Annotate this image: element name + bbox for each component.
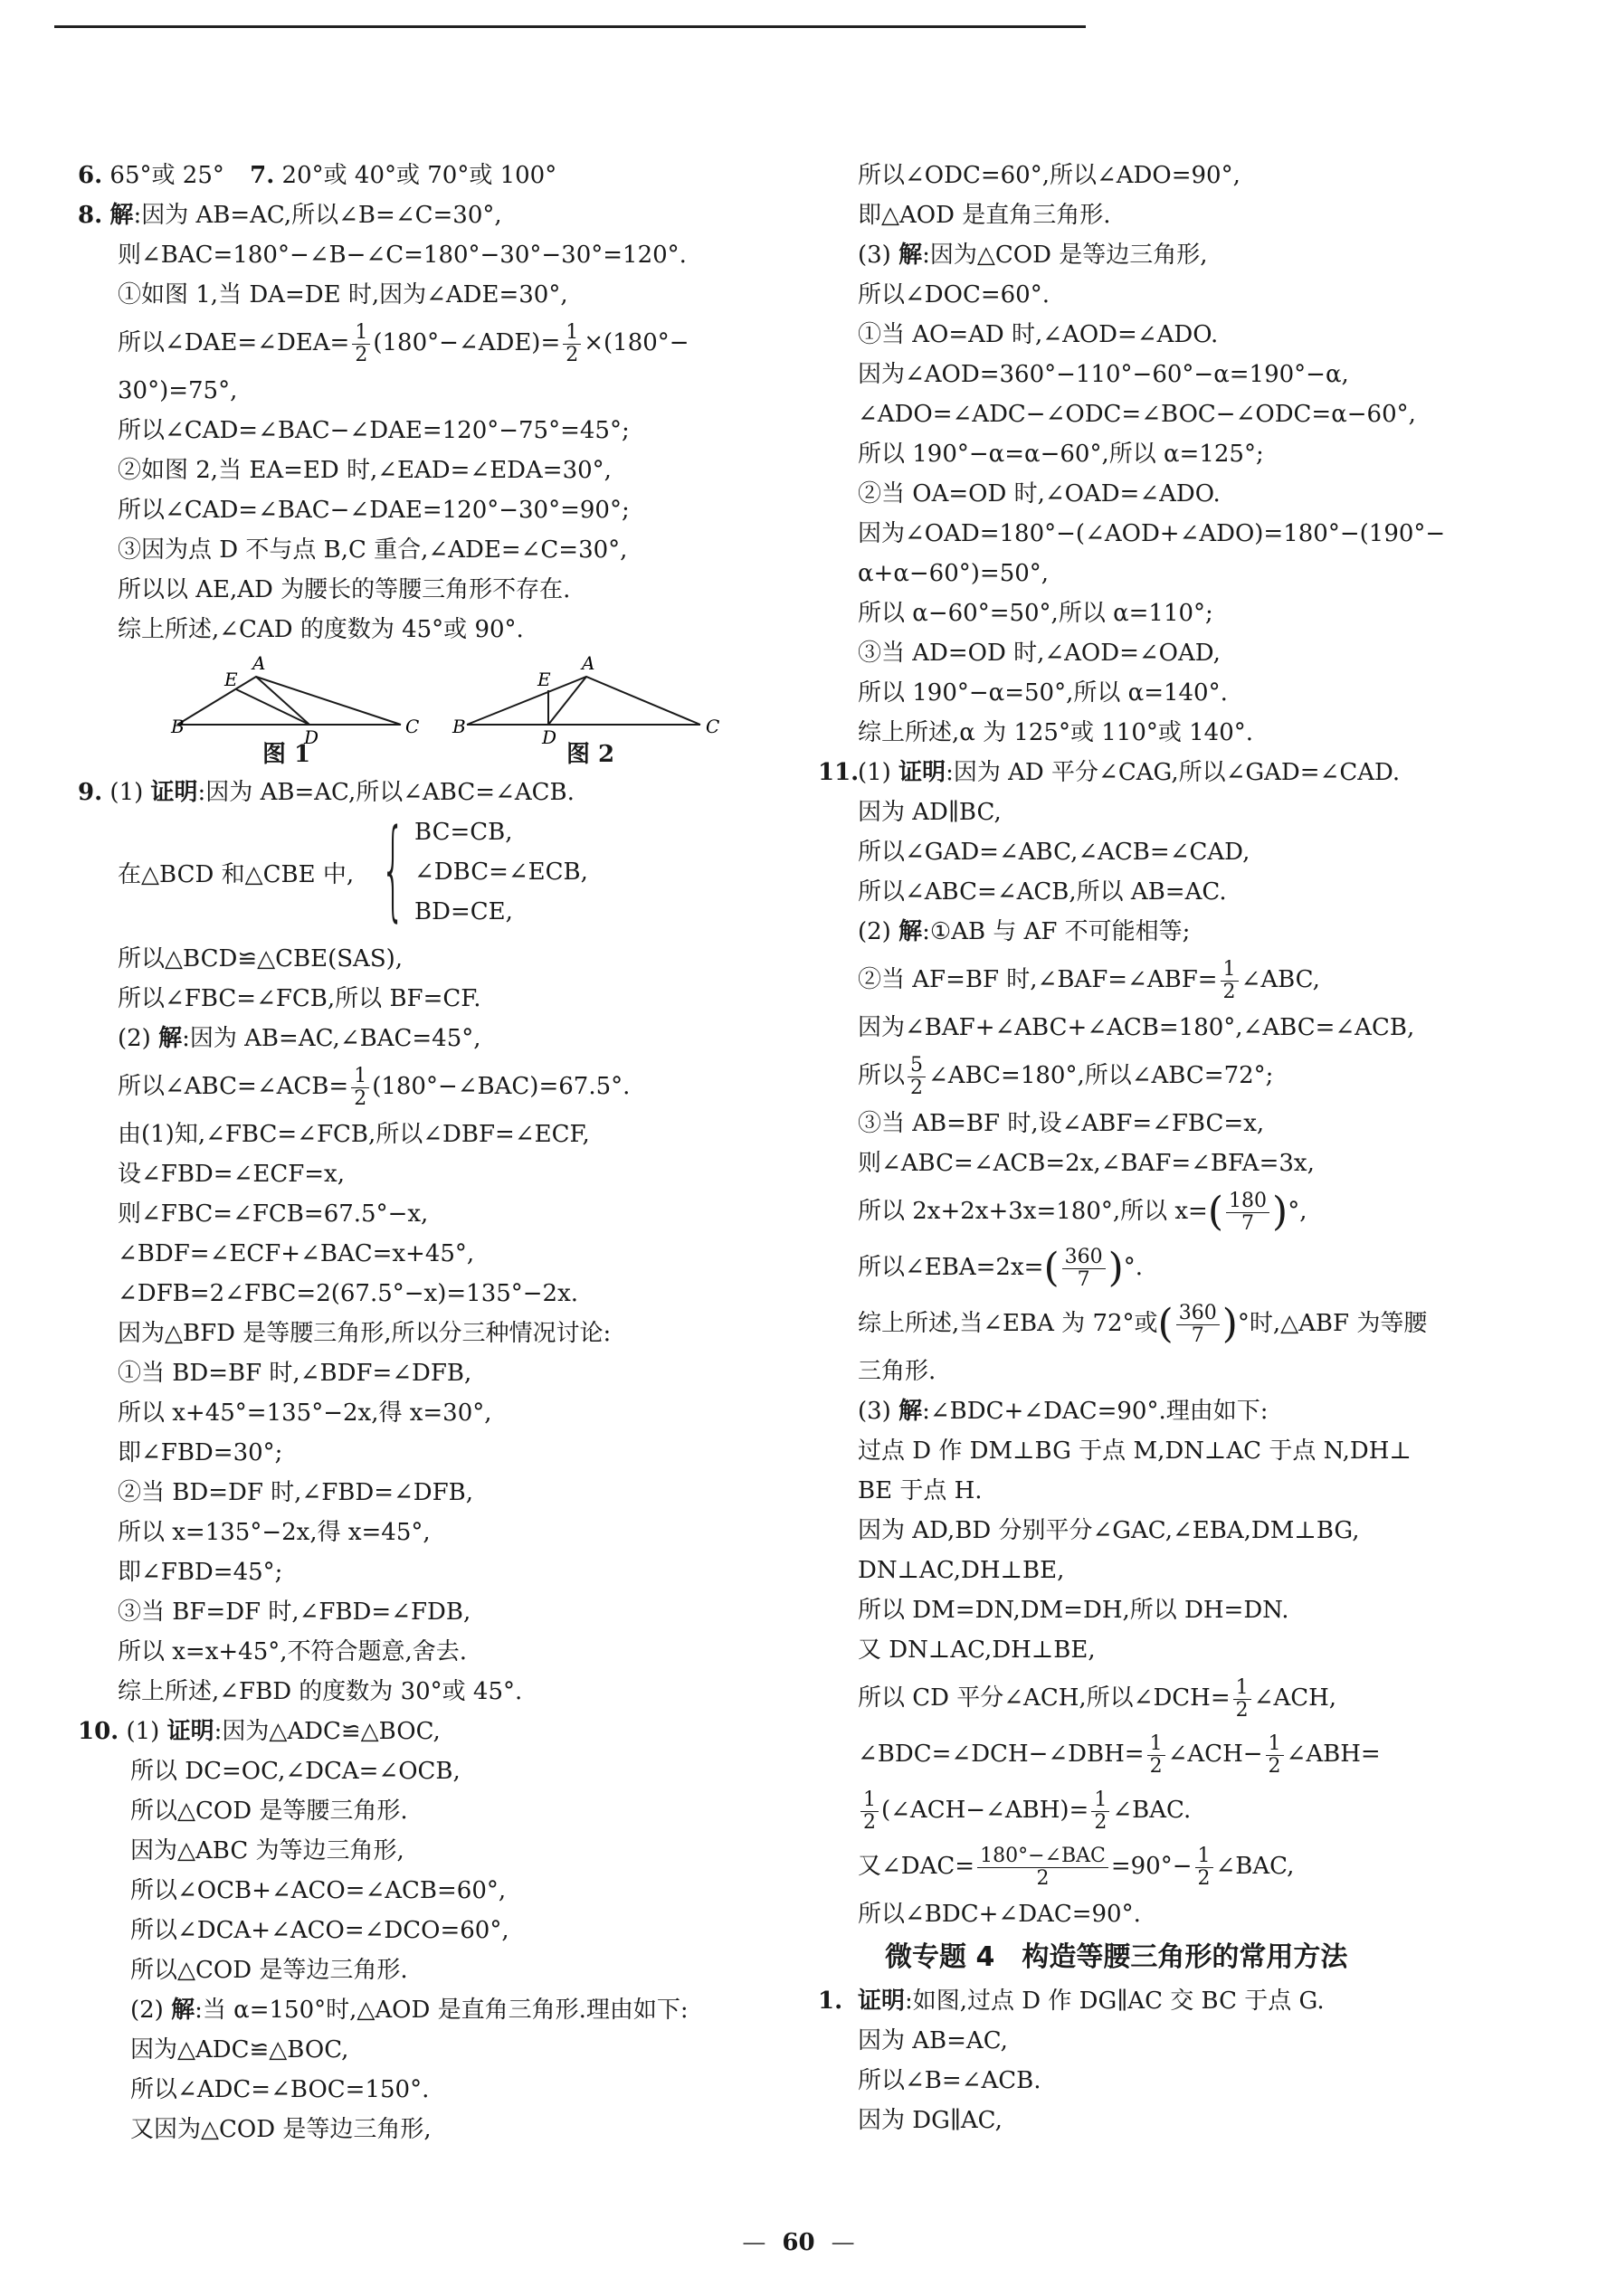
denominator: 2 [1094, 1810, 1107, 1834]
text-line [78, 315, 765, 371]
text-line: ①当 AO=AD 时,∠AOD=∠ADO. [858, 321, 1219, 348]
text-line: 由(1)知,∠FBC=∠FCB,所以∠DBF=∠ECF, [118, 1121, 590, 1148]
text-line: 过点 D 作 DM⊥BG 于点 M,DN⊥AC 于点 N,DH⊥ [858, 1437, 1412, 1465]
text: ×(180°− [584, 329, 689, 356]
text-line: BE 于点 H. [858, 1477, 983, 1504]
text-line: ①如图 1,当 DA=DE 时,因为∠ADE=30°, [118, 281, 568, 308]
dash-right: — [831, 2229, 855, 2256]
figures-row [78, 650, 765, 748]
answer-text: 20°或 40°或 70°或 100° [281, 162, 557, 189]
text-line: 所以 DC=OC,∠DCA=∠OCB, [130, 1758, 461, 1785]
text: :①AB 与 AF 不可能相等; [922, 918, 1191, 945]
left-paren: ( [1157, 1301, 1174, 1347]
text-line [858, 1048, 1527, 1104]
answer-6-7 [78, 156, 765, 195]
condition: BC=CB, [414, 819, 513, 846]
q-number: 10. [78, 1718, 119, 1745]
text-line: 所以∠ABC=∠ACB,所以 AB=AC. [858, 878, 1227, 906]
text: 又∠DAC= [858, 1853, 975, 1880]
denominator: 7 [1191, 1324, 1204, 1347]
text-line: DN⊥AC,DH⊥BE, [858, 1557, 1065, 1584]
text-line [78, 1990, 765, 2030]
q-number: 8. [78, 202, 103, 229]
answer-11 [818, 753, 1527, 792]
text-line: ③当 BF=DF 时,∠FBD=∠FDB, [118, 1599, 471, 1626]
text-line: 因为 AD∥BC, [858, 799, 1002, 826]
label-proof: 证明 [166, 1718, 214, 1745]
text-line: 综上所述,∠FBD 的度数为 30°或 45°. [118, 1678, 523, 1705]
text: (3) [858, 1398, 891, 1425]
denominator: 2 [910, 1076, 924, 1099]
text-line: 所以 DM=DN,DM=DH,所以 DH=DN. [858, 1597, 1289, 1624]
answer-9 [78, 773, 765, 812]
text-line: 因为 AB=AC, [858, 2027, 1008, 2054]
numerator: 1 [1195, 1845, 1213, 1868]
text-line: 所以△COD 是等边三角形. [130, 1957, 408, 1984]
numerator: 360 [1062, 1247, 1106, 1269]
denominator: 2 [1149, 1754, 1163, 1778]
label-solution: 解 [898, 918, 923, 945]
text-line [858, 1295, 1527, 1352]
denominator: 2 [1222, 980, 1236, 1003]
denominator: 2 [355, 343, 368, 366]
text: :因为 AB=AC,所以∠B=∠C=30°, [133, 202, 502, 229]
text-line: α+α−60°)=50°, [858, 560, 1050, 587]
text-line: 所以∠DCA+∠ACO=∠DCO=60°, [130, 1917, 509, 1944]
answer-text: 65°或 25° [109, 162, 224, 189]
text: :因为△ADC≌△BOC, [214, 1718, 441, 1745]
label-B: B [452, 716, 466, 737]
denominator: 2 [566, 343, 579, 366]
text-line [78, 1019, 765, 1058]
label-E: E [224, 669, 238, 690]
text-line: 所以∠ADC=∠BOC=150°. [130, 2076, 430, 2103]
fraction [1176, 1303, 1220, 1347]
text: :∠BDC+∠DAC=90°.理由如下: [922, 1398, 1269, 1425]
text: 所以∠EBA=2x= [858, 1254, 1044, 1281]
numerator: 5 [908, 1055, 926, 1077]
numerator: 1 [351, 1066, 369, 1088]
text-line [858, 1838, 1527, 1894]
text-line [858, 1670, 1527, 1726]
figure-1-caption: 图 1 [262, 741, 311, 768]
text-line: ③当 AB=BF 时,设∠ABF=∠FBC=x, [858, 1110, 1265, 1137]
numerator: 180 [1226, 1191, 1269, 1213]
q-number: 6. [78, 162, 103, 189]
figure-1-diagram [177, 677, 401, 725]
text-line [858, 235, 1527, 275]
text: ∠ABH= [1286, 1741, 1381, 1768]
text-line: 即△AOD 是直角三角形. [858, 202, 1111, 229]
q-number: 7. [250, 162, 275, 189]
text-line: ③当 AD=OD 时,∠AOD=∠OAD, [858, 640, 1221, 667]
text-line: 所以以 AE,AD 为腰长的等腰三角形不存在. [118, 576, 571, 603]
label-solution: 解 [171, 1997, 195, 2024]
text: :因为△COD 是等边三角形, [922, 242, 1208, 269]
brace-system [78, 807, 765, 939]
brace-rows [414, 812, 588, 932]
fraction [1233, 1677, 1251, 1722]
left-paren: ( [1207, 1189, 1224, 1235]
text: 所以∠ABC=∠ACB= [118, 1073, 349, 1100]
text: ∠ACH− [1167, 1741, 1263, 1768]
text: (180°−∠BAC)=67.5°. [372, 1073, 631, 1100]
text: (1) [109, 779, 144, 806]
text-line [858, 1183, 1527, 1239]
text: 所以 CD 平分∠ACH,所以∠DCH= [858, 1684, 1231, 1712]
text-line: 综上所述,∠CAD 的度数为 45°或 90°. [118, 616, 524, 643]
text: 所以 2x+2x+3x=180°,所以 x= [858, 1198, 1208, 1225]
numerator: 180°−∠BAC [977, 1845, 1108, 1868]
text: 所以 [858, 1062, 906, 1089]
text-line: 又 DN⊥AC,DH⊥BE, [858, 1637, 1096, 1664]
text-line: ③因为点 D 不与点 B,C 重合,∠ADE=∠C=30°, [118, 536, 628, 564]
text-line: ∠DFB=2∠FBC=2(67.5°−x)=135°−2x. [118, 1280, 579, 1307]
label-proof: 证明 [150, 779, 198, 806]
figure-2-caption: 图 2 [566, 741, 615, 768]
text-line: 因为△BFD 是等腰三角形,所以分三种情况讨论: [118, 1320, 612, 1347]
text-line: 30°)=75°, [118, 377, 238, 404]
text: ∠ABC, [1241, 966, 1320, 993]
label-B: B [171, 716, 185, 737]
triangle-figures [78, 650, 765, 748]
text: ∠BAC, [1215, 1853, 1295, 1880]
text: (1) [858, 759, 891, 786]
label-E: E [537, 669, 551, 690]
text: (2) [858, 918, 891, 945]
right-paren: ) [1272, 1189, 1288, 1235]
text-line: 所以 α−60°=50°,所以 α=110°; [858, 600, 1213, 627]
text-line: 所以∠GAD=∠ABC,∠ACB=∠CAD, [858, 839, 1250, 866]
label-solution: 解 [898, 1398, 923, 1425]
text-line [858, 912, 1527, 952]
denominator: 2 [1235, 1698, 1249, 1722]
text: :因为 AB=AC,∠BAC=45°, [182, 1025, 481, 1052]
text-line [858, 1391, 1527, 1431]
text: :因为 AB=AC,所以∠ABC=∠ACB. [197, 779, 575, 806]
text-line: 则∠ABC=∠ACB=2x,∠BAF=∠BFA=3x, [858, 1150, 1315, 1177]
text-line: ∠BDF=∠ECF+∠BAC=x+45°, [118, 1240, 475, 1267]
text-line: 因为∠AOD=360°−110°−60°−α=190°−α, [858, 361, 1349, 388]
text-line: 所以∠FBC=∠FCB,所以 BF=CF. [118, 985, 481, 1012]
denominator: 2 [863, 1810, 876, 1834]
text-line: 则∠BAC=180°−∠B−∠C=180°−30°−30°=120°. [118, 242, 687, 269]
text-line: ②当 OA=OD 时,∠OAD=∠ADO. [858, 480, 1221, 508]
right-column [818, 156, 1527, 2140]
text-line [858, 1782, 1527, 1838]
section-title: 微专题 4 构造等腰三角形的常用方法 [885, 1941, 1348, 1973]
text: :如图,过点 D 作 DG∥AC 交 BC 于点 G. [905, 1988, 1325, 2015]
fraction [1091, 1789, 1109, 1834]
q-number: 9. [78, 779, 103, 806]
brace-icon: { [381, 807, 405, 933]
right-paren: ) [1107, 1245, 1124, 1291]
dash-left: — [742, 2229, 766, 2256]
denominator: 2 [1197, 1866, 1211, 1890]
text: (3) [858, 242, 891, 269]
text: °时,△ABF 为等腰 [1237, 1310, 1428, 1337]
left-paren: ( [1043, 1245, 1060, 1291]
label-D: D [542, 726, 557, 748]
text: (2) [130, 1997, 164, 2024]
fraction [1221, 959, 1239, 1003]
denominator: 2 [1036, 1866, 1050, 1890]
text: ∠ACH, [1253, 1684, 1337, 1712]
label-proof: 证明 [858, 1988, 906, 2015]
label-proof: 证明 [898, 759, 946, 786]
text-line: 因为△ADC≌△BOC, [130, 2036, 349, 2064]
text-line: 因为 AD,BD 分别平分∠GAC,∠EBA,DM⊥BG, [858, 1517, 1360, 1544]
denominator: 7 [1077, 1267, 1090, 1291]
numerator: 1 [563, 322, 581, 345]
text-line: 因为∠OAD=180°−(∠AOD+∠ADO)=180°−(190°− [858, 520, 1446, 547]
text-line: 所以 x=x+45°,不符合题意,舍去. [118, 1638, 468, 1665]
q-number: 1. [818, 1988, 843, 2015]
text: ②当 AF=BF 时,∠BAF=∠ABF= [858, 966, 1218, 993]
fraction [351, 1066, 369, 1110]
numerator: 1 [860, 1789, 879, 1812]
label-D: D [304, 726, 319, 748]
text: °. [1123, 1254, 1144, 1281]
text-line [858, 1239, 1527, 1295]
text: =90°− [1110, 1853, 1193, 1880]
label-A: A [582, 652, 595, 674]
numerator: 1 [1147, 1733, 1165, 1756]
answer-10 [78, 1712, 765, 1751]
text-line: 所以∠BDC+∠DAC=90°. [858, 1901, 1141, 1928]
text-line: 所以∠CAD=∠BAC−∠DAE=120°−75°=45°; [118, 417, 630, 444]
numerator: 1 [1233, 1677, 1251, 1700]
text: (180°−∠ADE)= [373, 329, 561, 356]
text-line: 所以∠ODC=60°,所以∠ADO=90°, [858, 162, 1241, 189]
denominator: 2 [1268, 1754, 1281, 1778]
label-C: C [706, 716, 720, 737]
figure-2-diagram [467, 677, 700, 725]
text-line [78, 1058, 765, 1115]
answer-1 [818, 1981, 1527, 2021]
numerator: 1 [1266, 1733, 1284, 1756]
text-line: 所以△COD 是等腰三角形. [130, 1798, 408, 1825]
fraction [1147, 1733, 1165, 1778]
text: (2) [118, 1025, 151, 1052]
condition: ∠DBC=∠ECB, [414, 859, 588, 886]
text-line: 因为 DG∥AC, [858, 2107, 1003, 2134]
fraction [860, 1789, 879, 1834]
text-line: 则∠FBC=∠FCB=67.5°−x, [118, 1200, 429, 1228]
fraction [1226, 1191, 1269, 1235]
text-line: 即∠FBD=45°; [118, 1559, 283, 1586]
text: 在△BCD 和△CBE 中, [118, 861, 355, 888]
text-line: 所以∠OCB+∠ACO=∠ACB=60°, [130, 1877, 507, 1904]
text-line: 又因为△COD 是等边三角形, [130, 2116, 432, 2143]
text: (∠ACH−∠ABH)= [881, 1797, 1089, 1824]
top-rule [54, 25, 1086, 28]
text-line: 所以∠CAD=∠BAC−∠DAE=120°−30°=90°; [118, 497, 630, 524]
numerator: 1 [1221, 959, 1239, 982]
text: :因为 AD 平分∠CAG,所以∠GAD=∠CAD. [946, 759, 1401, 786]
text-line: 所以 190°−α=α−60°,所以 α=125°; [858, 441, 1264, 468]
text-line: 所以△BCD≌△CBE(SAS), [118, 945, 404, 972]
denominator: 7 [1241, 1211, 1255, 1235]
text: ∠BAC. [1112, 1797, 1192, 1824]
text-line: 即∠FBD=30°; [118, 1439, 283, 1466]
fraction [977, 1845, 1108, 1890]
text-line: 设∠FBD=∠ECF=x, [118, 1161, 345, 1188]
label-solution: 解 [109, 202, 134, 229]
text-line: 所以∠DOC=60°. [858, 281, 1050, 308]
text-line: 所以 x+45°=135°−2x,得 x=30°, [118, 1399, 492, 1427]
denominator: 2 [354, 1086, 367, 1110]
text-line: ②当 BD=DF 时,∠FBD=∠DFB, [118, 1479, 474, 1506]
numerator: 360 [1176, 1303, 1220, 1325]
page-number-value: 60 [782, 2229, 815, 2256]
text-line [858, 952, 1527, 1008]
page-number [0, 2229, 1597, 2256]
text: (1) [126, 1718, 160, 1745]
fraction [1062, 1247, 1106, 1291]
text-line: 所以 x=135°−2x,得 x=45°, [118, 1519, 431, 1546]
text-line: 因为∠BAF+∠ABC+∠ACB=180°,∠ABC=∠ACB, [858, 1014, 1415, 1041]
text-line: 三角形. [858, 1358, 936, 1385]
q-number: 11. [818, 759, 860, 786]
text: °, [1288, 1198, 1307, 1225]
text-line [858, 1726, 1527, 1782]
text-line: 所以∠B=∠ACB. [858, 2067, 1041, 2094]
label-solution: 解 [898, 242, 923, 269]
fraction [908, 1055, 926, 1099]
numerator: 1 [352, 322, 370, 345]
text-line: 因为△ABC 为等边三角形, [130, 1837, 404, 1864]
right-paren: ) [1222, 1301, 1238, 1347]
figure-captions [78, 736, 765, 773]
text: ∠BDC=∠DCH−∠DBH= [858, 1741, 1145, 1768]
fraction [1195, 1845, 1213, 1890]
fraction [563, 322, 581, 366]
text-line: 综上所述,α 为 125°或 110°或 140°. [858, 719, 1254, 746]
condition: BD=CE, [414, 898, 513, 925]
text: 所以∠DAE=∠DEA= [118, 329, 350, 356]
label-solution: 解 [158, 1025, 183, 1052]
text-line: 所以 190°−α=50°,所以 α=140°. [858, 679, 1228, 707]
answer-8 [78, 195, 765, 235]
text: ∠ABC=180°,所以∠ABC=72°; [928, 1062, 1274, 1089]
text: :当 α=150°时,△AOD 是直角三角形.理由如下: [195, 1997, 689, 2024]
text-line: ①当 BD=BF 时,∠BDF=∠DFB, [118, 1360, 472, 1387]
text: 综上所述,当∠EBA 为 72°或 [858, 1310, 1158, 1337]
text-line: ②如图 2,当 EA=ED 时,∠EAD=∠EDA=30°, [118, 457, 612, 484]
fraction [352, 322, 370, 366]
text-line: ∠ADO=∠ADC−∠ODC=∠BOC−∠ODC=α−60°, [858, 401, 1416, 428]
numerator: 1 [1091, 1789, 1109, 1812]
label-A: A [252, 652, 266, 674]
fraction [1266, 1733, 1284, 1778]
left-column [78, 156, 765, 2149]
label-C: C [405, 716, 420, 737]
